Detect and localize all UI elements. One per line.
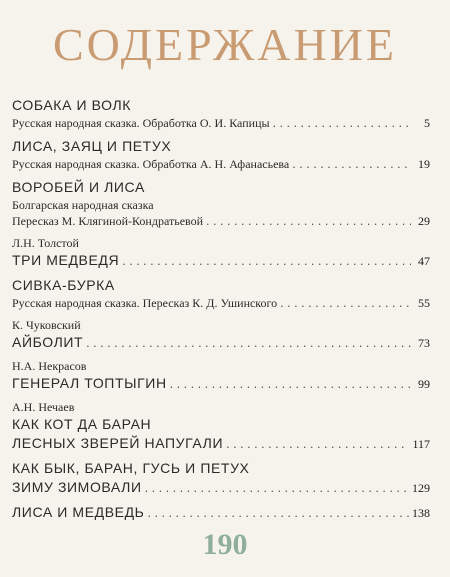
dot-leader [170,378,411,391]
toc-page-number: 138 [412,506,430,520]
toc-entry [12,399,430,453]
table-of-contents [12,96,430,528]
toc-heading: ТРИ МЕДВЕДЯ [12,252,120,268]
toc-row [12,115,430,131]
toc-row [12,295,430,311]
toc-heading: ВОРОБЕЙ И ЛИСА [12,179,145,195]
dot-leader [86,337,411,350]
toc-page-number: 5 [424,116,430,130]
toc-heading: ЛИСА, ЗАЯЦ И ПЕТУХ [12,138,172,154]
toc-entry [12,137,430,172]
toc-author: К. Чуковский [12,318,81,332]
toc-author: А.Н. Нечаев [12,400,75,414]
dot-leader [122,255,411,268]
dot-leader [147,507,409,520]
toc-heading: КАК КОТ ДА БАРАН [12,416,152,432]
toc-row [12,374,430,393]
toc-heading: ЛИСА И МЕДВЕДЬ [12,504,145,520]
dot-leader [280,297,411,310]
toc-entry [12,459,430,497]
toc-row [12,503,430,522]
page-number: 190 [202,528,248,561]
dot-leader [292,158,411,171]
dot-leader [145,482,409,495]
toc-row [12,213,430,229]
toc-entry [12,235,430,270]
toc-page-number: 129 [412,481,430,495]
toc-entry [12,276,430,311]
toc-row [12,251,430,270]
toc-row [12,156,430,172]
toc-subtitle: Болгарская народная сказка [12,198,154,212]
toc-row [12,434,430,453]
dot-leader [273,117,411,130]
toc-entry [12,503,430,522]
toc-page-number: 73 [418,336,430,350]
toc-author: Л.Н. Толстой [12,236,79,250]
toc-heading: СИВКА-БУРКА [12,277,115,293]
toc-heading: СОБАКА И ВОЛК [12,97,131,113]
toc-entry [12,178,430,229]
toc-heading: АЙБОЛИТ [12,334,84,350]
toc-page-number: 99 [418,377,430,391]
toc-row [12,478,430,497]
toc-entry [12,96,430,131]
dot-leader [226,438,409,451]
toc-entry [12,317,430,352]
toc-heading: ЗИМУ ЗИМОВАЛИ [12,479,142,495]
toc-page-number: 47 [418,254,430,268]
toc-heading: КАК БЫК, БАРАН, ГУСЬ И ПЕТУХ [12,460,250,476]
toc-entry [12,358,430,393]
toc-page-number: 29 [418,214,430,228]
toc-subtitle: Русская народная сказка. Пересказ К. Д. Ушинского [12,296,278,310]
toc-row [12,333,430,352]
toc-author: Н.А. Некрасов [12,359,87,373]
dot-leader [206,215,411,228]
toc-subtitle: Русская народная сказка. Обработка А. Н. Афанасьева [12,157,290,171]
toc-subtitle: Русская народная сказка. Обработка О. И. Капицы [12,116,270,130]
page-title: СОДЕРЖАНИЕ [52,19,398,70]
toc-subtitle: Пересказ М. Клягиной-Кондратьевой [12,214,204,228]
toc-heading: ЛЕСНЫХ ЗВЕРЕЙ НАПУГАЛИ [12,435,224,451]
toc-page-number: 117 [412,437,430,451]
toc-page-number: 19 [418,157,430,171]
toc-heading: ГЕНЕРАЛ ТОПТЫГИН [12,375,167,391]
toc-page-number: 55 [418,296,430,310]
